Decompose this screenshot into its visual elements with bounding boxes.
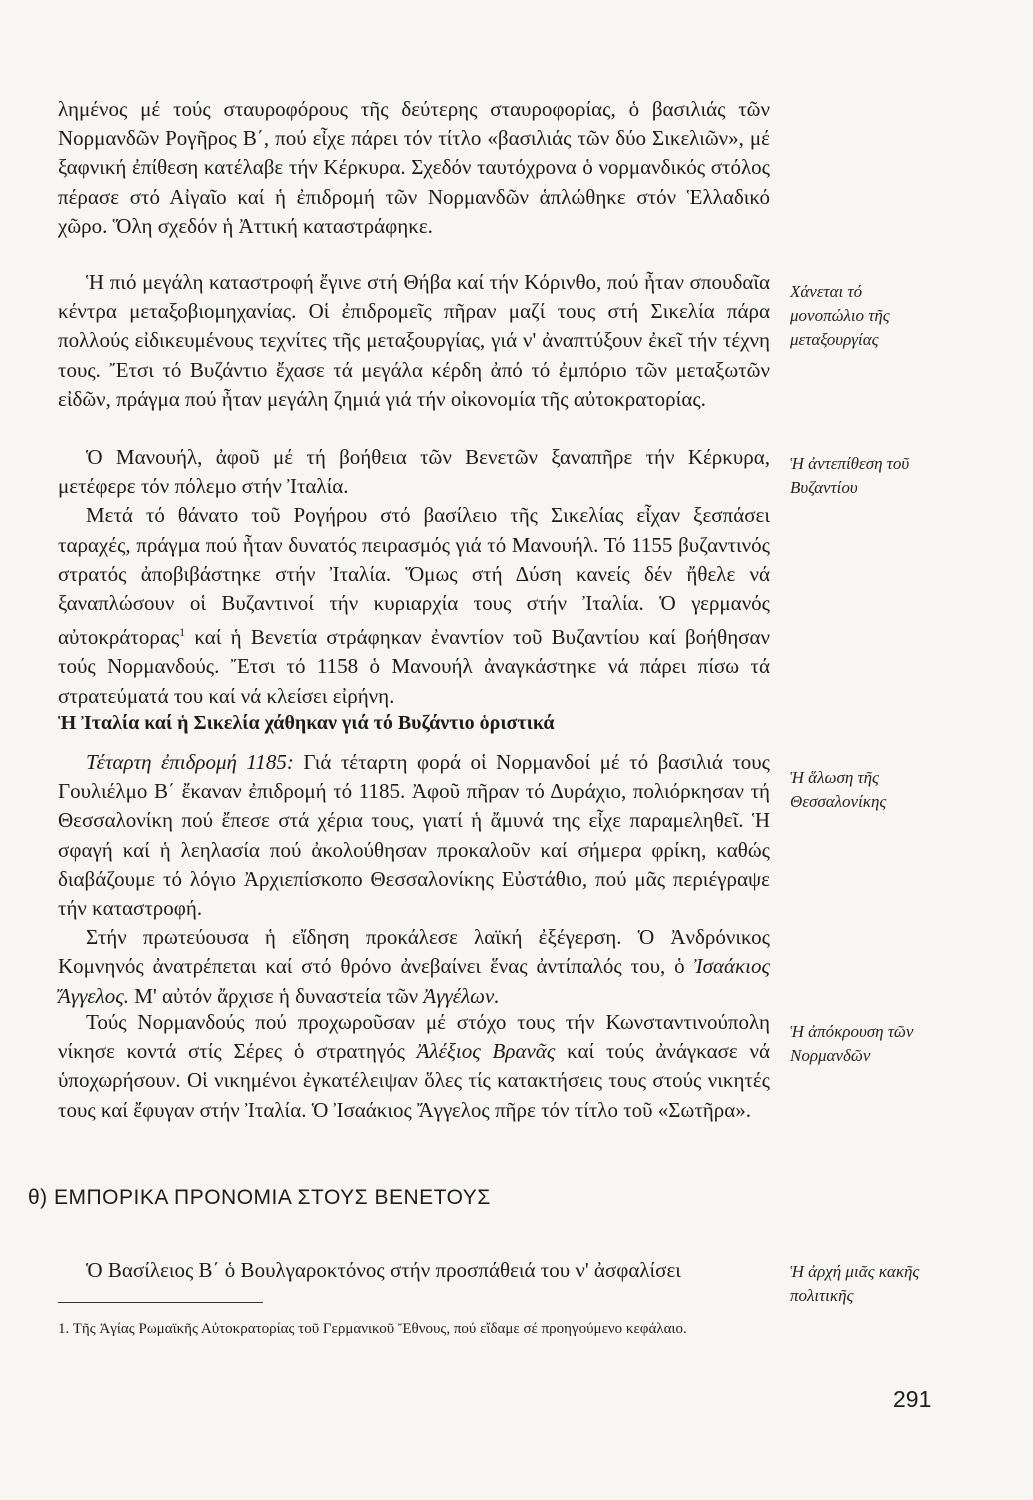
- margin-note-silk-monopoly: Χάνεται τό μονοπώλιο τῆς μεταξουργίας: [790, 282, 890, 349]
- margin-note-bad-policy: Ἡ ἀρχή μιᾶς κακῆς πολιτικῆς: [790, 1262, 920, 1305]
- paragraph-7-name: Ἀλέξιος Βρανᾶς: [416, 1039, 556, 1064]
- paragraph-7: [58, 1008, 770, 1125]
- paragraph-3: Ὁ Μανουήλ, ἀφοῦ μέ τή βοήθεια τῶν Βενετῶν ξαναπῆρε τήν Κέρκυρα, μετέφερε τόν πόλεμο στήν Ἰταλία.: [58, 445, 770, 499]
- footnote-divider: [58, 1302, 263, 1303]
- paragraph-4-text: Μετά τό θάνατο τοῦ Ρογήρου στό βασίλειο τῆς Σικελίας εἶχαν ξεσπάσει ταραχές, πράγμα πού ἦταν δυνατός πειρασμός γιά τό Μανουήλ. Τό 1155 βυζαντινός στρατός ἀποβιβάστηκε στήν Ἰταλία. Ὅμως στή Δύση κανείς δέν ἤθελε νά ξαναπλώσουν οἱ Βυζαντινοί τήν κυριαρχία τους στήν Ἰταλία. Ὁ γερμανός αὐτοκράτορας: [58, 503, 770, 650]
- paragraph-8: Ὁ Βασίλειος Β΄ ὁ Βουλγαροκτόνος στήν προσπάθειά του ν' ἀσφαλίσει: [86, 1258, 681, 1282]
- paragraph-6-name-2: Ἀγγέλων.: [423, 983, 500, 1008]
- paragraph-6-name-1: Ἰσαάκιος Ἄγγελος.: [58, 954, 770, 1008]
- main-text-block-6: [58, 1256, 770, 1285]
- footnote-text: Τῆς Ἁγίας Ρωμαϊκῆς Αὐτοκρατορίας τοῦ Γερμανικοῦ Ἔθνους, πού εἴδαμε σέ προηγούμενο κεφάλαιο.: [69, 1321, 687, 1337]
- margin-note-thessaloniki: Ἡ ἅλωση τῆς Θεσσαλονίκης: [790, 768, 887, 811]
- paragraph-5: [58, 748, 770, 923]
- margin-note-repulse: Ἡ ἀπόκρουση τῶν Νορμανδῶν: [790, 1022, 914, 1065]
- paragraph-6: [58, 923, 770, 1011]
- page-number: 291: [893, 1386, 932, 1412]
- paragraph-7-text-a: Τούς Νορμανδούς πού προχωροῦσαν μέ στόχο τους τήν Κωνσταντινούπολη νίκησε κοντά στίς Σέρες ὁ στρατηγός: [58, 1010, 770, 1064]
- main-text-block-3: [58, 443, 770, 711]
- main-text-block-1: [58, 95, 770, 241]
- footnote-ref: 1: [179, 625, 186, 640]
- paragraph-5-text: Γιά τέταρτη φορά οἱ Νορμανδοί μέ τό βασιλιά τους Γουλιέλμο Β΄ ἔκαναν ἐπιδρομή τό 1185. Ἀφοῦ πῆραν τό Δυράχιο, πολιόρκησαν τή Θεσσαλονίκη πού ἔπεσε στά χέρια τους, γιατί ἡ ἄμυνά της εἶχε παραμεληθεῖ. Ἡ σφαγή καί ἡ λεηλασία πού ἀκολούθησαν προκαλοῦν καί σήμερα φρίκη, καθώς διαβάζουμε τό λόγιο Ἀρχιεπίσκοπο Θεσσαλονίκης Εὐστάθιο, πού μᾶς περιέγραψε τήν καταστροφή.: [58, 750, 770, 921]
- paragraph-6-text-a: Στήν πρωτεύουσα ἡ εἴδηση προκάλεσε λαϊκή ἐξέγερση. Ὁ Ἀνδρόνικος Κομνηνός ἀνατρέπεται καί στό θρόνο ἀνεβαίνει ἕνας ἀντίπαλός του, ὁ: [58, 925, 770, 979]
- paragraph-4: [58, 501, 770, 710]
- main-text-block-5: [58, 1008, 770, 1125]
- main-text-block-2: [58, 268, 770, 414]
- paragraph-4-rest: καί ἡ Βενετία στράφηκαν ἐναντίον τοῦ Βυζαντίου καί βοήθησαν τούς Νορμανδούς. Ἔτσι τό 1158 ὁ Μανουήλ ἀναγκάστηκε νά πάρει πίσω τά στρατεύματά του καί νά κλείσει εἰρήνη.: [58, 625, 770, 708]
- paragraph-7-text-b: καί τούς ἀνάγκασε νά ὑποχωρήσουν. Οἱ νικημένοι ἐγκατέλειψαν ὅλες τίς κατακτήσεις τους στούς νικητές τους καί ἔφυγαν στήν Ἰταλία. Ὁ Ἰσαάκιος Ἄγγελος πῆρε τόν τίτλο τοῦ «Σωτῆρα».: [58, 1039, 770, 1122]
- footnote: [58, 1318, 758, 1340]
- paragraph-6-text-b: Μ' αὐτόν ἄρχισε ἡ δυναστεία τῶν: [129, 983, 424, 1008]
- paragraph-5-lead: Τέταρτη ἐπιδρομή 1185:: [86, 750, 294, 774]
- margin-note-counterattack: Ἡ ἀντεπίθεση τοῦ Βυζαντίου: [790, 454, 910, 497]
- paragraph-1: λημένος μέ τούς σταυροφόρους τῆς δεύτερης σταυροφορίας, ὁ βασιλιάς τῶν Νορμανδῶν Ρογῆρος Β΄, πού εἶχε πάρει τόν τίτλο «βασιλιάς τῶν δύο Σικελιῶν», μέ ξαφνική ἐπίθεση κατέλαβε τήν Κέρκυρα. Σχεδόν ταυτόχρονα ὁ νορμανδικός στόλος πέρασε στό Αἰγαῖο καί ἡ ἐπιδρομή τῶν Νορμανδῶν ἁπλώθηκε στόν Ἑλλαδικό χῶρο. Ὅλη σχεδόν ἡ Ἀττική καταστράφηκε.: [58, 97, 770, 238]
- main-text-block-4: [58, 748, 770, 1011]
- subheading: Ἡ Ἰταλία καί ἡ Σικελία χάθηκαν γιά τό Βυζάντιο ὁριστικά: [58, 712, 555, 734]
- section-heading: θ) ΕΜΠΟΡΙΚΑ ΠΡΟΝΟΜΙΑ ΣΤΟΥΣ ΒΕΝΕΤΟΥΣ: [28, 1186, 491, 1209]
- footnote-mark: 1.: [58, 1321, 70, 1337]
- paragraph-2: Ἡ πιό μεγάλη καταστροφή ἔγινε στή Θήβα καί τήν Κόρινθο, πού ἦταν σπουδαῖα κέντρα μεταξοβιομηχανίας. Οἱ ἐπιδρομεῖς πῆραν μαζί τους στή Σικελία πάρα πολλούς εἰδικευμένους τεχνίτες τῆς μεταξουργίας, γιά ν' ἀναπτύξουν ἐκεῖ τήν τέχνη τους. Ἔτσι τό Βυζάντιο ἔχασε τά μεγάλα κέρδη ἀπό τό ἐμπόριο τῶν μεταξωτῶν εἰδῶν, πράγμα πού ἦταν μεγάλη ζημιά γιά τήν οἰκονομία τῆς αὐτοκρατορίας.: [58, 270, 770, 411]
